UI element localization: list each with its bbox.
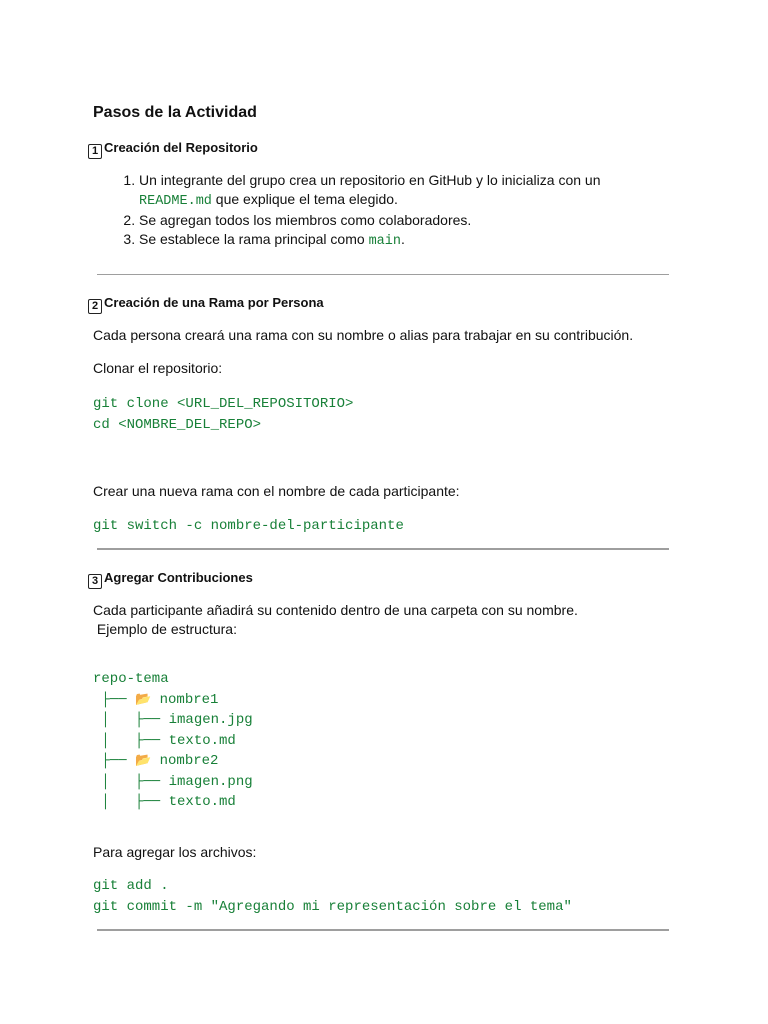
step-3-text: Se establece la rama principal como — [139, 231, 369, 247]
branch-intro-text: Cada persona creará una rama con su nombre o alias para trabajar en su contribución. — [93, 327, 634, 343]
section-3-heading-text: Agregar Contribuciones — [104, 570, 253, 585]
tree-folder-name: nombre1 — [159, 691, 219, 708]
tree-line — [93, 772, 253, 793]
tree-line — [93, 792, 253, 813]
tree-line — [93, 690, 253, 711]
step-1-text: Un integrante del grupo crea un repositorio en GitHub y lo inicializa con un — [139, 172, 601, 188]
tree-file-name: texto.md — [168, 794, 236, 810]
clone-label: Clonar el repositorio: — [93, 360, 223, 376]
clone-code-block — [93, 394, 353, 435]
tree-line — [93, 731, 253, 752]
number-3-icon: 3 — [88, 574, 102, 589]
list-item — [139, 230, 699, 251]
page-title: Pasos de la Actividad — [93, 104, 257, 121]
step-2-text: Se agregan todos los miembros como colaboradores. — [139, 212, 472, 228]
tree-file-name: imagen.png — [168, 773, 253, 790]
section-1-heading-text: Creación del Repositorio — [104, 140, 258, 155]
tree-root: repo-tema — [93, 671, 169, 687]
code-line: git add . — [93, 878, 169, 894]
list-item — [139, 211, 699, 230]
tree-branch: │ ├── — [93, 794, 169, 810]
main-code: main — [368, 234, 401, 249]
tree-file-name: texto.md — [168, 732, 236, 749]
code-line: git clone <URL_DEL_REPOSITORIO> — [93, 396, 354, 412]
divider — [97, 274, 669, 275]
code-line: git switch -c nombre-del-participante — [93, 518, 404, 534]
tree-folder-name: nombre2 — [159, 753, 219, 769]
code-line: git commit -m "Agregando mi representación sobre el tema" — [93, 898, 572, 915]
number-1-icon: 1 — [88, 144, 102, 159]
number-2-icon: 2 — [88, 299, 102, 314]
branch-code-block — [93, 516, 404, 537]
tree-branch: ├── — [93, 753, 136, 769]
tree-branch: ├── — [93, 691, 136, 708]
folder-icon: 📂 — [135, 691, 152, 707]
tree-file-name: imagen.jpg — [168, 712, 253, 728]
contrib-intro-text — [93, 601, 578, 639]
branch-label: Crear una nueva rama con el nombre de cada participante: — [93, 483, 460, 499]
contrib-intro-line-2: Ejemplo de estructura: — [93, 621, 237, 637]
list-item — [139, 171, 699, 211]
folder-tree — [93, 669, 253, 813]
commit-code-block — [93, 876, 572, 917]
tree-line — [93, 751, 253, 772]
section-1-heading — [88, 140, 258, 159]
divider — [97, 548, 669, 550]
tree-branch: │ ├── — [93, 773, 169, 790]
add-files-label: Para agregar los archivos: — [93, 844, 257, 860]
folder-icon: 📂 — [135, 753, 152, 768]
tree-branch: │ ├── — [93, 712, 169, 728]
section-3-heading — [88, 570, 253, 589]
code-line: cd <NOMBRE_DEL_REPO> — [93, 416, 262, 433]
step-1-text-end: que explique el tema elegido. — [211, 191, 398, 207]
divider — [97, 929, 669, 931]
readme-code: README.md — [139, 194, 212, 209]
tree-line — [93, 710, 253, 731]
section-2-heading-text: Creación de una Rama por Persona — [104, 295, 324, 310]
step-3-text-end: . — [400, 231, 405, 247]
tree-branch: │ ├── — [93, 732, 169, 749]
section-2-heading — [88, 295, 324, 314]
contrib-intro-line-1: Cada participante añadirá su contenido dentro de una carpeta con su nombre. — [93, 602, 578, 618]
creation-steps-list — [93, 171, 699, 251]
